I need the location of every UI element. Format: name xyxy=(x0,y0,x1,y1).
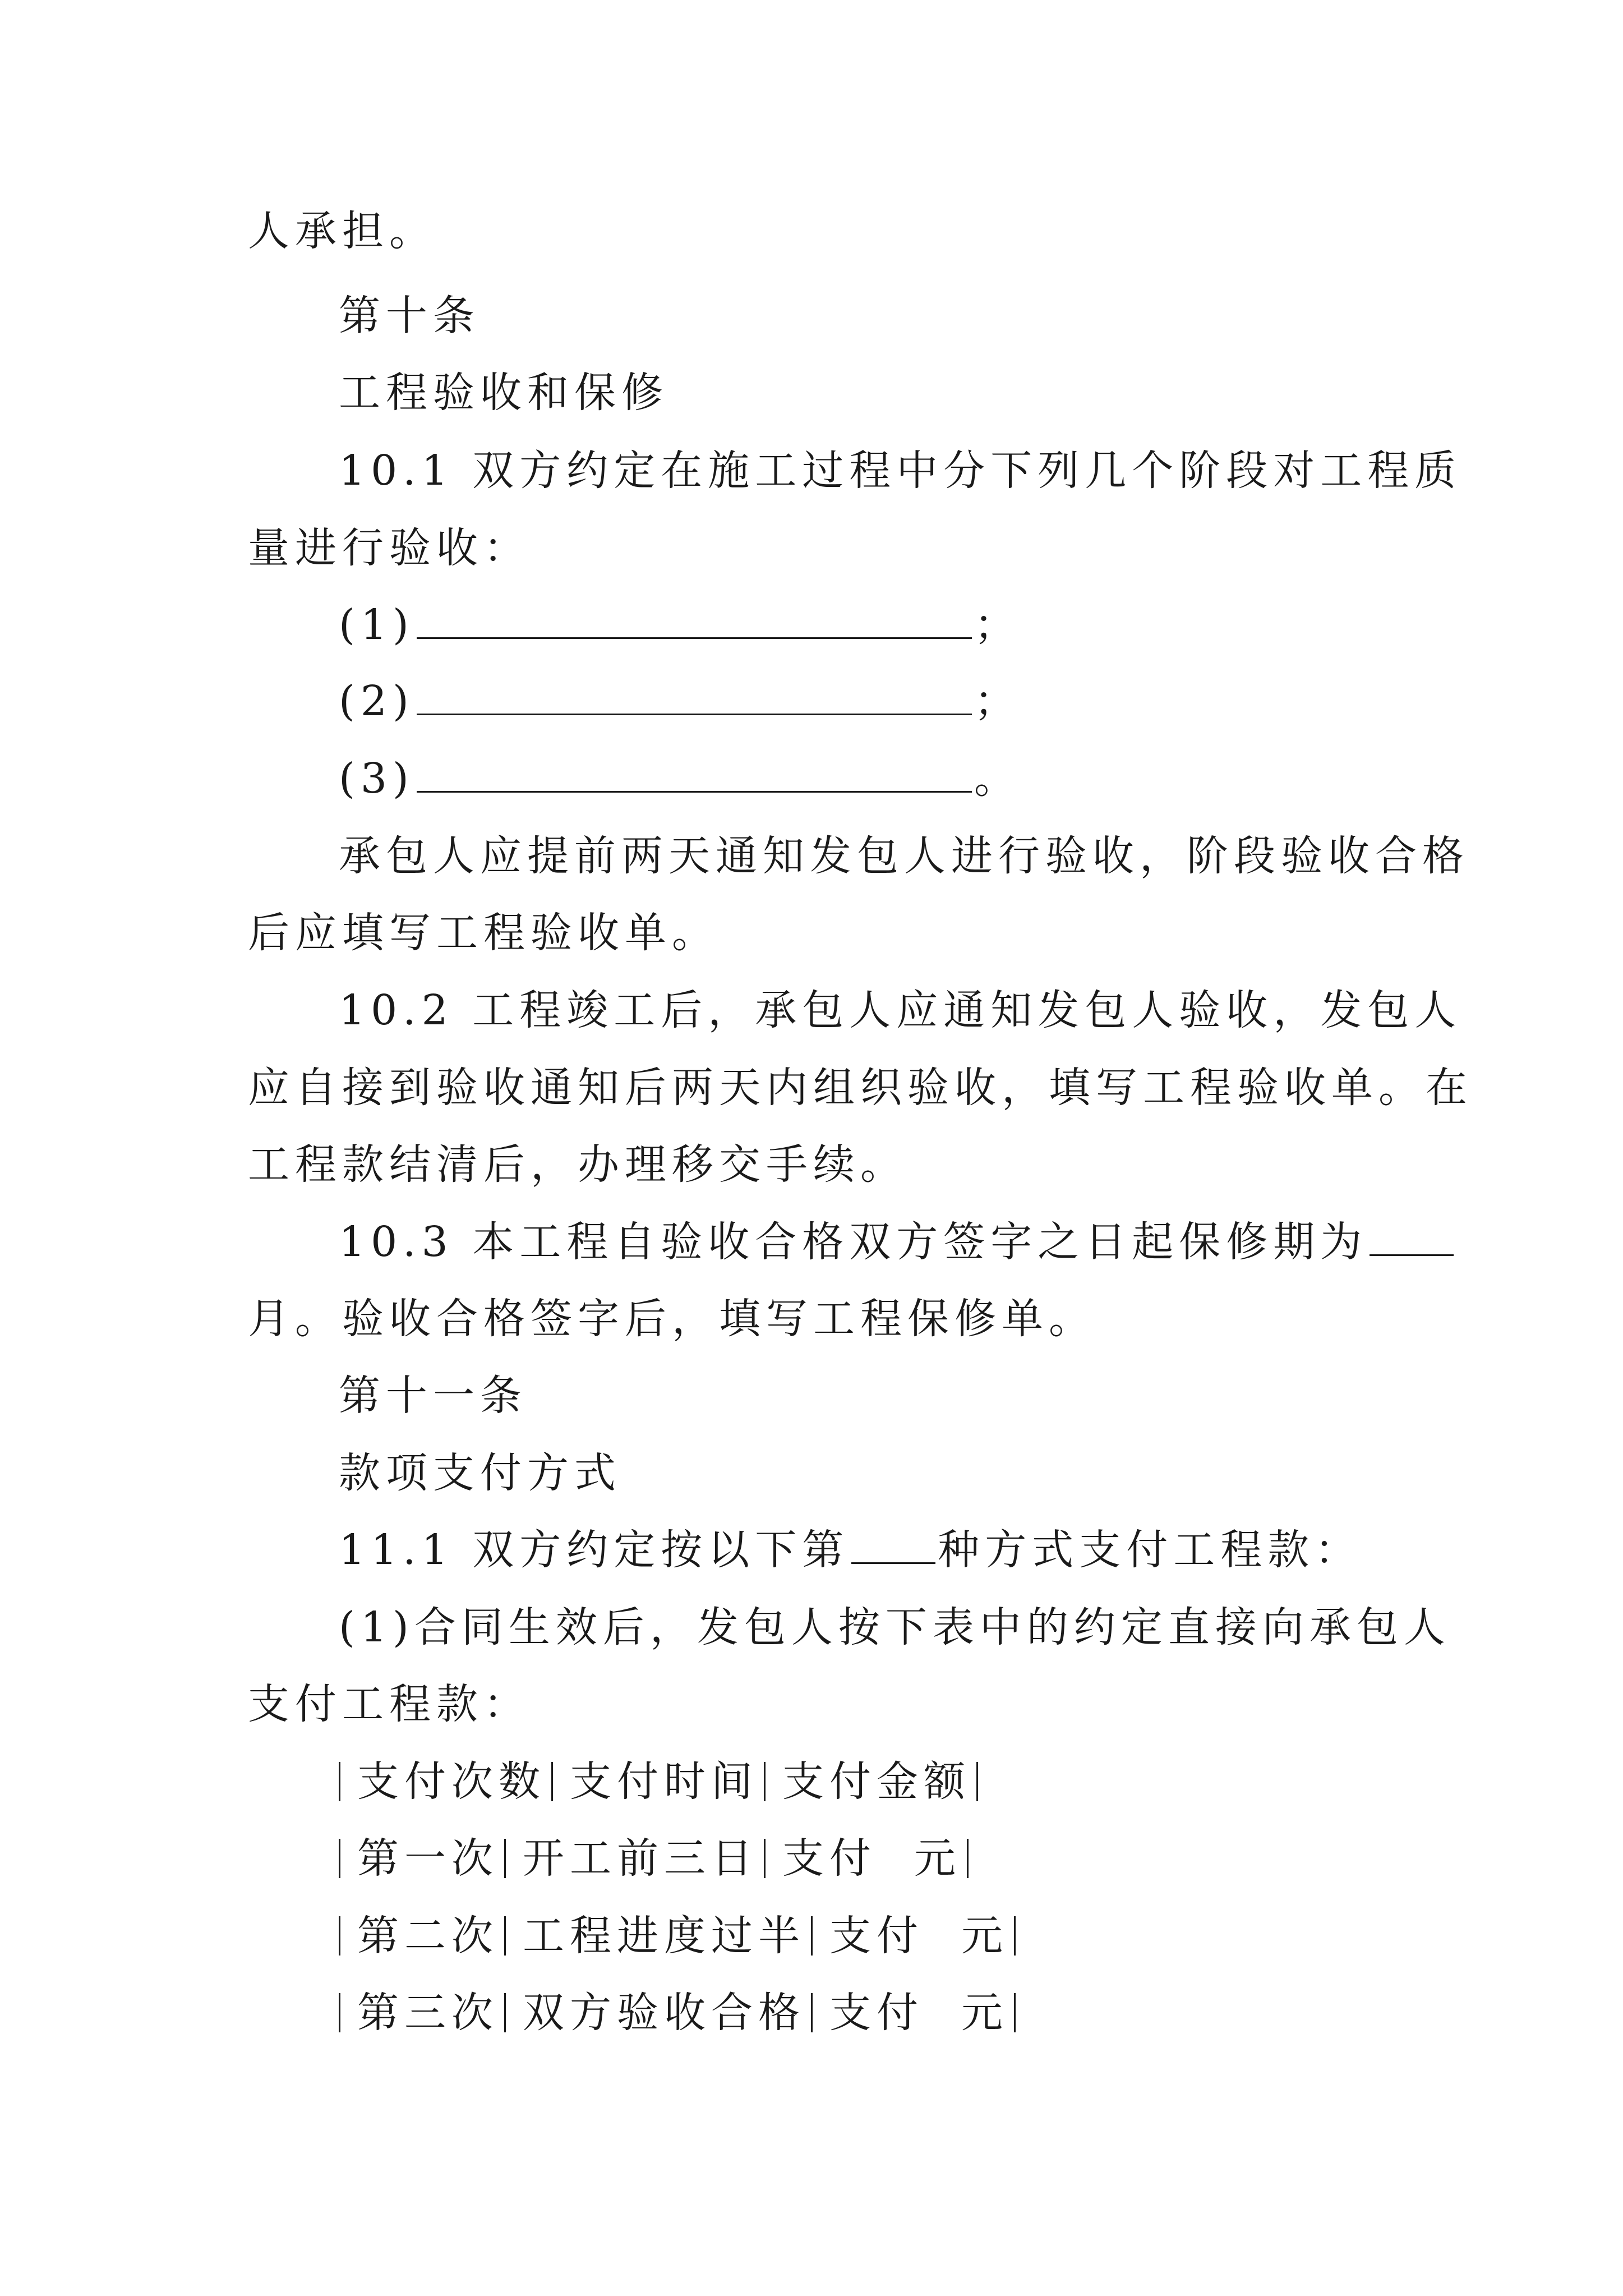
clause-11-1-suffix: 种方式支付工程款： xyxy=(938,1526,1362,1574)
table-divider xyxy=(811,1916,813,1955)
clause-10-1-line-1: 10.1 双方约定在施工过程中分下列几个阶段对工程质 xyxy=(339,447,1462,495)
table-divider xyxy=(504,1993,506,2032)
stage-2-item xyxy=(339,668,1021,735)
clause-10-3-line-1 xyxy=(339,1208,1456,1276)
table-cell: 工程进度过半 xyxy=(523,1912,805,1960)
stage-2-suffix: ； xyxy=(974,677,1021,725)
stage-3-suffix: 。 xyxy=(974,754,1021,803)
payment-table-row xyxy=(339,1979,1032,2046)
table-divider xyxy=(339,1762,340,1801)
table-divider xyxy=(967,1839,969,1878)
table-cell: 开工前三日 xyxy=(523,1834,758,1883)
clause-10-1-line-2: 量进行验收： xyxy=(248,524,531,572)
table-divider xyxy=(339,1839,340,1878)
table-divider xyxy=(339,1993,340,2032)
table-cell: 第一次 xyxy=(357,1834,499,1883)
table-divider xyxy=(551,1762,553,1801)
payment-table-row xyxy=(339,1902,1032,1970)
clause-10-2-line-2: 应自接到验收通知后两天内组织验收，填写工程验收单。在 xyxy=(248,1064,1473,1112)
table-divider xyxy=(976,1762,978,1801)
table-header-cell: 支付次数 xyxy=(357,1757,546,1806)
stage-1-blank xyxy=(417,596,972,639)
option-1-line-1: (1)合同生效后，发包人按下表中的约定直接向承包人 xyxy=(339,1603,1451,1651)
table-divider xyxy=(1014,1916,1016,1955)
stage-1-prefix: (1) xyxy=(339,601,414,649)
table-divider xyxy=(1014,1993,1016,2032)
article-11-heading: 第十一条 xyxy=(339,1372,527,1420)
table-cell: 支付 元 xyxy=(829,1989,1009,2037)
article-10-heading: 第十条 xyxy=(339,292,480,340)
clause-10-2-line-1: 10.2 工程竣工后，承包人应通知发包人验收，发包人 xyxy=(339,986,1462,1034)
clause-11-1 xyxy=(339,1516,1362,1584)
payment-method-blank xyxy=(851,1521,935,1564)
table-cell: 支付 元 xyxy=(829,1912,1009,1960)
stage-1-suffix: ； xyxy=(974,601,1021,649)
clause-10-3-line-2: 月。验收合格签字后，填写工程保修单。 xyxy=(248,1295,1096,1343)
article-11-title: 款项支付方式 xyxy=(339,1449,621,1497)
notice-line-1: 承包人应提前两天通知发包人进行验收，阶段验收合格 xyxy=(339,832,1469,880)
paragraph-continuation: 人承担。 xyxy=(248,207,436,255)
clause-10-2-line-3: 工程款结清后，办理移交手续。 xyxy=(248,1140,907,1189)
clause-10-3-text: 10.3 本工程自验收合格双方签字之日起保修期为 xyxy=(339,1218,1368,1266)
article-10-title: 工程验收和保修 xyxy=(339,369,668,417)
table-header-cell: 支付时间 xyxy=(570,1757,758,1806)
option-1-line-2: 支付工程款： xyxy=(248,1680,531,1728)
payment-table-header xyxy=(339,1748,995,1815)
table-cell: 第三次 xyxy=(357,1989,499,2037)
table-divider xyxy=(504,1916,506,1955)
table-header-cell: 支付金额 xyxy=(782,1757,971,1806)
stage-3-item xyxy=(339,745,1021,812)
table-cell: 双方验收合格 xyxy=(523,1989,805,2037)
notice-line-2: 后应填写工程验收单。 xyxy=(248,909,719,957)
table-divider xyxy=(764,1839,766,1878)
clause-11-1-prefix: 11.1 双方约定按以下第 xyxy=(339,1526,850,1574)
table-cell: 第二次 xyxy=(357,1912,499,1960)
table-divider xyxy=(764,1762,766,1801)
payment-table-row xyxy=(339,1825,985,1892)
stage-2-blank xyxy=(417,672,972,715)
table-cell: 支付 元 xyxy=(782,1834,962,1883)
stage-2-prefix: (2) xyxy=(339,677,414,725)
stage-3-blank xyxy=(417,749,972,793)
table-divider xyxy=(339,1916,340,1955)
warranty-months-blank xyxy=(1370,1213,1454,1256)
table-divider xyxy=(811,1993,813,2032)
stage-1-item xyxy=(339,591,1021,659)
table-divider xyxy=(504,1839,506,1878)
stage-3-prefix: (3) xyxy=(339,754,414,803)
